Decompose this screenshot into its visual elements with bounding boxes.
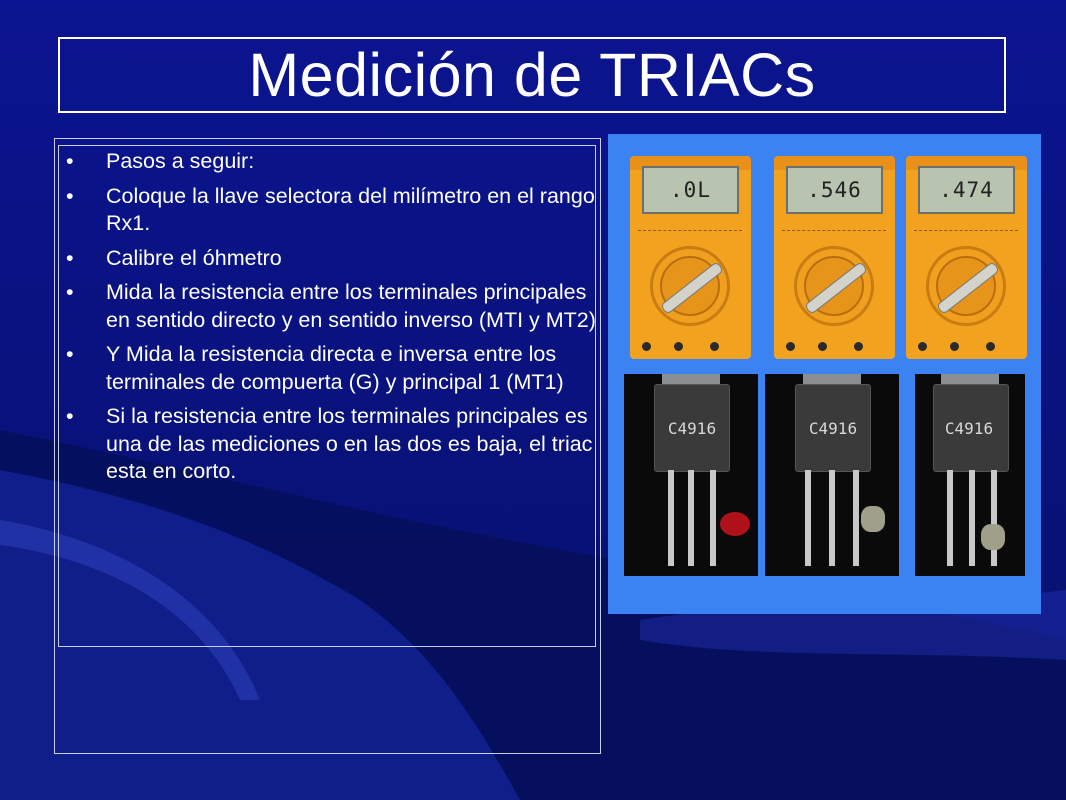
triac-photo [624, 374, 758, 576]
bullet-text: Mida la resistencia entre los terminales principales en sentido directo y en sentido inverso (MTI y MT2) [106, 280, 596, 332]
bullet-item [66, 148, 596, 176]
bullet-item [66, 245, 596, 273]
triac-marking: C4916 [944, 419, 994, 438]
bullet-text: Si la resistencia entre los terminales principales es una de las mediciones o en las dos es baja, el triac esta en corto. [106, 404, 593, 483]
bullet-list [66, 148, 596, 493]
meter-display: .474 [918, 166, 1015, 214]
bullet-text: Coloque la llave selectora del milímetro en el rango Rx1. [106, 183, 595, 235]
title-frame [58, 37, 1006, 113]
multimeter-photo [774, 156, 895, 359]
multimeter-photo [630, 156, 751, 359]
slide-title: Medición de TRIACs [248, 40, 816, 109]
triac-photo [915, 374, 1025, 576]
triac-photo [765, 374, 899, 576]
bullet-text: Y Mida la resistencia directa e inversa entre los terminales de compuerta (G) y principal 1 (MT1) [106, 342, 564, 394]
bullet-glyph: • [66, 245, 74, 270]
multimeter-photo [906, 156, 1027, 359]
bullet-item [66, 341, 596, 396]
triac-marking: C4916 [667, 419, 717, 438]
bullet-item [66, 403, 596, 486]
bullet-glyph: • [66, 280, 74, 304]
meter-display: .0L [642, 166, 739, 214]
photo-panel [608, 134, 1041, 614]
bullet-item [66, 183, 596, 238]
bullet-item [66, 279, 596, 334]
bullet-glyph: • [66, 183, 74, 208]
bullet-glyph: • [66, 342, 74, 366]
bullet-glyph: • [66, 149, 74, 173]
meter-display: .546 [786, 166, 883, 214]
bullet-text: Pasos a seguir: [106, 149, 255, 173]
bullet-glyph: • [66, 404, 74, 428]
bullet-text: Calibre el óhmetro [106, 245, 282, 270]
triac-marking: C4916 [808, 419, 858, 438]
